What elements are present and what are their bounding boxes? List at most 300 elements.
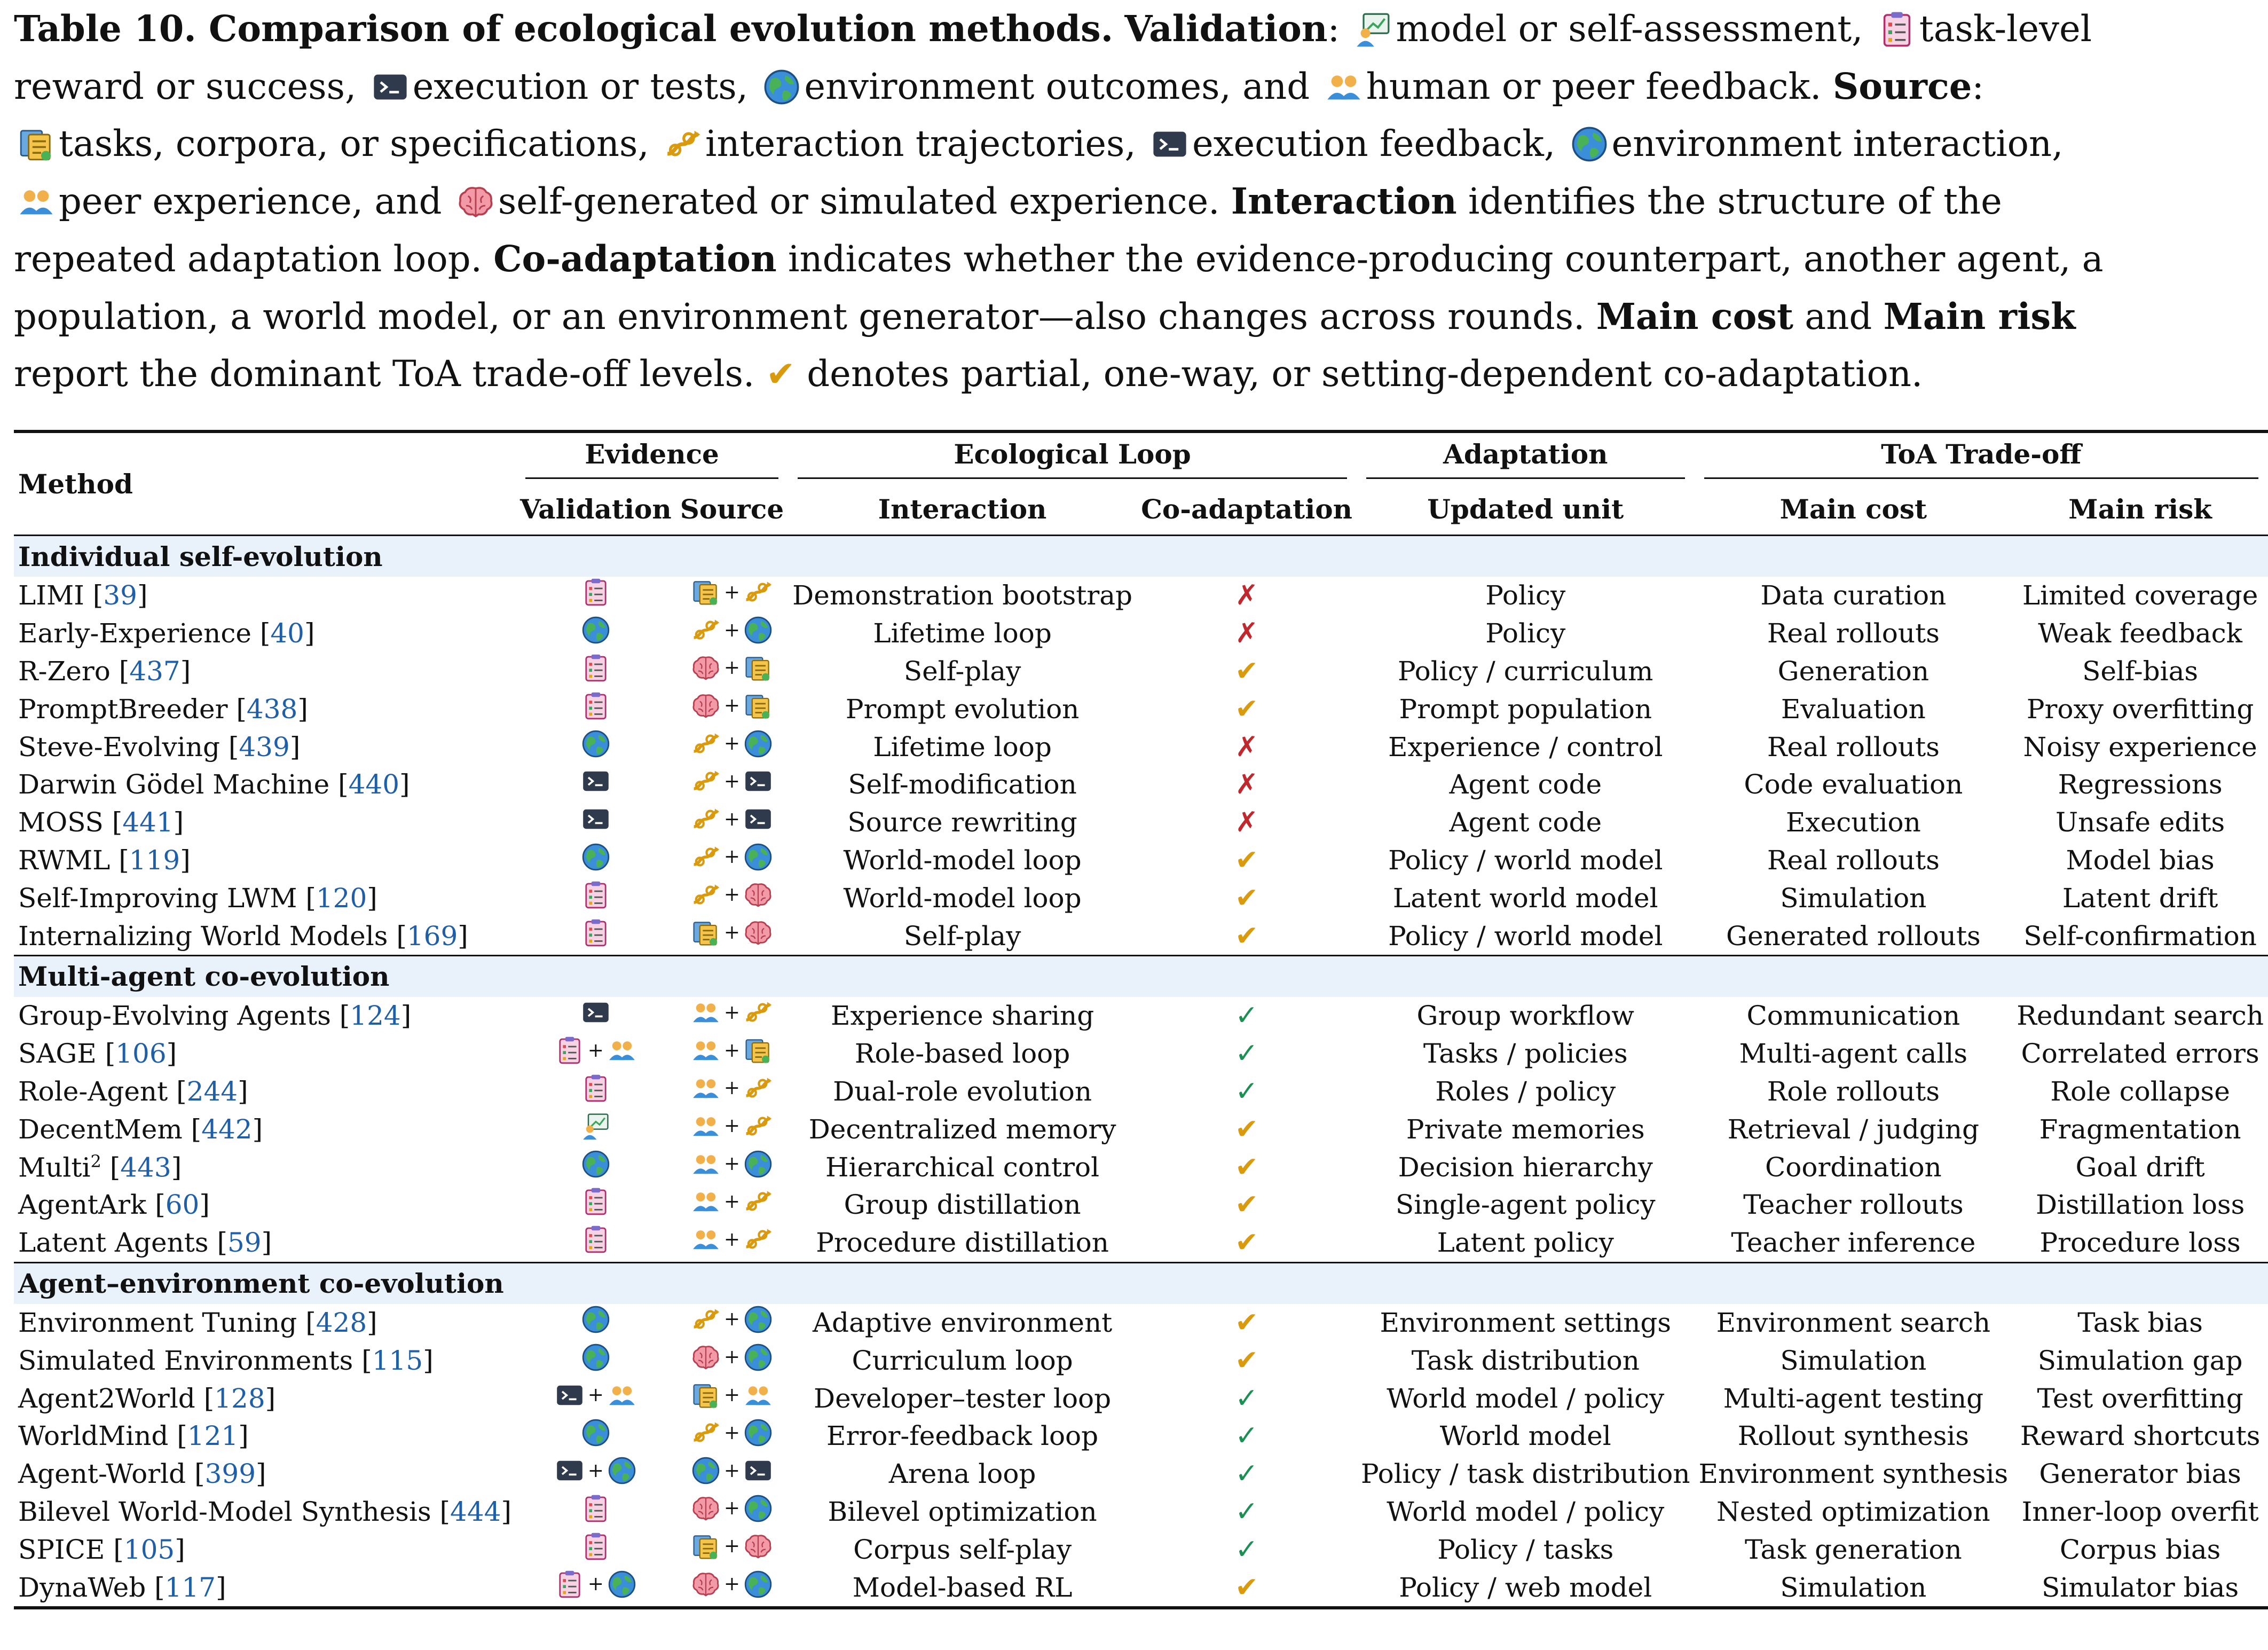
validation-icons — [555, 1380, 637, 1410]
source-icons — [691, 691, 773, 721]
validation-cell — [516, 766, 676, 804]
partial-check-icon: ✔ — [1235, 1189, 1258, 1221]
caption-text: human or peer feedback. — [1366, 66, 1822, 107]
method-name: Group-Evolving Agents [124] — [18, 1000, 412, 1032]
citation-link[interactable]: 121 — [187, 1420, 239, 1452]
partial-check-icon: ✔ — [1235, 920, 1258, 952]
validation-cell — [516, 997, 676, 1035]
coadaptation-cell — [1137, 766, 1357, 804]
interaction-cell: Error-feedback loop — [826, 1420, 1099, 1452]
source-cell — [676, 766, 788, 804]
header-source: Source — [680, 493, 784, 525]
source-cell — [676, 879, 788, 917]
globe-icon — [743, 1569, 773, 1599]
method-name: Latent Agents [59] — [18, 1227, 272, 1259]
validation-cell — [516, 1073, 676, 1111]
citation-link[interactable]: 128 — [214, 1382, 265, 1414]
globe-icon — [743, 842, 773, 872]
task-reward-icon — [581, 653, 611, 683]
documents-icon — [17, 123, 56, 161]
documents-icon — [691, 1380, 721, 1410]
coadaptation-cell — [1137, 728, 1357, 766]
validation-cell — [516, 1110, 676, 1148]
documents-icon — [691, 918, 721, 948]
caption-text: environment interaction, — [1611, 123, 2064, 164]
interaction-cell: Self-play — [903, 655, 1021, 687]
citation-link[interactable]: 115 — [372, 1345, 423, 1376]
people-icon — [691, 1149, 721, 1179]
updated-unit-cell: Policy / tasks — [1437, 1534, 1614, 1565]
task-reward-icon — [581, 880, 611, 910]
source-icons — [691, 766, 773, 796]
interaction-cell: Experience sharing — [830, 1000, 1094, 1032]
main-risk-cell: Redundant search — [2017, 1000, 2264, 1032]
validation-cell — [516, 1186, 676, 1224]
header-coadaptation: Co-adaptation — [1141, 493, 1352, 525]
globe-icon — [607, 1456, 637, 1486]
interaction-cell: Adaptive environment — [812, 1307, 1113, 1338]
partial-check-icon: ✔ — [1235, 1344, 1258, 1377]
globe-icon — [691, 1456, 721, 1486]
trajectory-icon — [691, 804, 721, 834]
citation-link[interactable]: 443 — [120, 1152, 171, 1183]
validation-cell — [516, 615, 676, 653]
terminal-icon — [1151, 123, 1189, 161]
citation-link[interactable]: 437 — [129, 655, 180, 687]
citation-link[interactable]: 438 — [246, 693, 298, 725]
globe-icon — [581, 1342, 611, 1372]
table-row — [14, 842, 2268, 879]
validation-cell — [516, 728, 676, 766]
main-risk-cell: Goal drift — [2075, 1151, 2205, 1183]
plus-sign: + — [587, 1459, 604, 1482]
citation-link[interactable]: 60 — [165, 1189, 200, 1221]
main-cost-cell: Generation — [1777, 655, 1930, 687]
main-cost-cell: Simulation — [1780, 882, 1927, 914]
main-cost-cell: Multi-agent testing — [1723, 1382, 1984, 1414]
updated-unit-cell: Tasks / policies — [1423, 1038, 1628, 1070]
plus-sign: + — [587, 1039, 604, 1062]
citation-link[interactable]: 117 — [164, 1572, 216, 1603]
method-name: AgentArk [60] — [18, 1189, 210, 1221]
interaction-cell: World-model loop — [843, 882, 1082, 914]
citation-link[interactable]: 440 — [348, 769, 400, 800]
main-risk-cell: Unsafe edits — [2056, 807, 2225, 838]
terminal-icon — [743, 804, 773, 834]
brain-icon — [691, 1342, 721, 1372]
main-cost-cell: Evaluation — [1781, 693, 1926, 725]
documents-icon — [743, 691, 773, 721]
plus-sign: + — [723, 1346, 741, 1369]
source-cell — [676, 1073, 788, 1111]
main-risk-cell: Distillation loss — [2035, 1189, 2245, 1221]
citation-link[interactable]: 105 — [123, 1534, 175, 1565]
citation-link[interactable]: 399 — [204, 1458, 256, 1490]
source-cell — [676, 804, 788, 842]
source-icons — [691, 1149, 773, 1179]
table-row — [14, 1035, 2268, 1073]
source-cell — [676, 1341, 788, 1379]
header-validation: Validation — [519, 493, 672, 525]
plus-sign: + — [723, 922, 741, 944]
caption-line-7 — [14, 345, 1984, 403]
section-title: Agent–environment co-evolution — [14, 1262, 2268, 1304]
method-name: Agent-World [399] — [18, 1458, 266, 1490]
terminal-icon — [371, 66, 410, 104]
validation-icons — [581, 577, 611, 607]
task-reward-icon — [1878, 8, 1916, 46]
table-row — [14, 615, 2268, 653]
header-toa-label: ToA Trade-off — [1704, 438, 2258, 479]
source-icons — [691, 1035, 773, 1065]
main-cost-cell: Multi-agent calls — [1739, 1038, 1968, 1070]
source-cell — [676, 1417, 788, 1455]
comparison-table — [14, 430, 2268, 1609]
main-cost-cell: Simulation — [1780, 1572, 1927, 1603]
check-icon: ✓ — [1235, 1000, 1258, 1032]
coadaptation-cell — [1137, 577, 1357, 615]
method-name: Agent2World [128] — [18, 1382, 276, 1414]
method-name: Steve-Evolving [439] — [18, 731, 301, 763]
interaction-cell: Hierarchical control — [825, 1151, 1100, 1183]
people-icon — [1325, 66, 1363, 104]
coadaptation-cell — [1137, 1568, 1357, 1608]
people-icon — [691, 997, 721, 1027]
updated-unit-cell: Prompt population — [1399, 693, 1652, 725]
table-row — [14, 577, 2268, 615]
globe-icon — [743, 615, 773, 645]
people-icon — [607, 1035, 637, 1065]
trajectory-icon — [691, 729, 721, 759]
source-icons — [691, 1305, 773, 1334]
task-reward-icon — [555, 1035, 585, 1065]
task-reward-icon — [581, 1073, 611, 1103]
citation-link[interactable]: 119 — [129, 844, 180, 876]
method-name: R-Zero [437] — [18, 655, 191, 687]
source-icons — [691, 997, 773, 1027]
header-toa — [1695, 431, 2268, 484]
coadaptation-cell — [1137, 1186, 1357, 1224]
table-row — [14, 1073, 2268, 1111]
validation-icons — [581, 1494, 611, 1523]
cross-icon: ✗ — [1235, 617, 1258, 650]
caption-term-interaction: Interaction — [1231, 180, 1457, 222]
method-label: Agent-World — [18, 1458, 186, 1490]
method-label: MOSS — [18, 807, 104, 838]
interaction-cell: Self-play — [903, 920, 1021, 952]
caption-text: peer experience, and — [59, 180, 442, 222]
interaction-cell: Developer–tester loop — [814, 1382, 1112, 1414]
source-cell — [676, 690, 788, 728]
check-icon: ✓ — [1235, 1038, 1258, 1070]
citation-link[interactable]: 39 — [103, 580, 137, 611]
source-icons — [691, 1224, 773, 1254]
table-row — [14, 1530, 2268, 1568]
validation-cell — [516, 1035, 676, 1073]
source-cell — [676, 653, 788, 690]
task-reward-icon — [581, 577, 611, 607]
trajectory-icon — [743, 1111, 773, 1141]
validation-icons — [581, 1111, 611, 1141]
globe-icon — [581, 729, 611, 759]
validation-icons — [581, 997, 611, 1027]
caption-line-3 — [14, 115, 2064, 172]
method-name: PromptBreeder [438] — [18, 693, 308, 725]
caption-text: and — [1805, 296, 1872, 337]
plus-sign: + — [723, 808, 741, 830]
method-name: Role-Agent [244] — [18, 1075, 248, 1107]
interaction-cell: Lifetime loop — [873, 618, 1052, 649]
check-icon: ✓ — [1235, 1382, 1258, 1415]
trajectory-icon — [743, 1187, 773, 1216]
method-name: RWML [119] — [18, 844, 191, 876]
method-name: DecentMem [442] — [18, 1113, 263, 1145]
method-label: DynaWeb — [18, 1572, 146, 1603]
source-cell — [676, 1530, 788, 1568]
updated-unit-cell: Policy / task distribution — [1360, 1458, 1690, 1490]
people-icon — [691, 1035, 721, 1065]
plus-sign: + — [723, 1115, 741, 1137]
table-row — [14, 728, 2268, 766]
main-risk-cell: Self-bias — [2082, 655, 2199, 687]
citation-link[interactable]: 442 — [201, 1113, 253, 1145]
plus-sign: + — [723, 846, 741, 868]
task-reward-icon — [581, 1531, 611, 1561]
globe-icon — [743, 1305, 773, 1334]
main-cost-cell: Execution — [1785, 807, 1921, 838]
globe-icon — [743, 729, 773, 759]
trajectory-icon — [691, 1305, 721, 1334]
plus-sign: + — [723, 657, 741, 679]
main-cost-cell: Environment search — [1716, 1307, 1991, 1338]
main-cost-cell: Environment synthesis — [1698, 1458, 2009, 1490]
model-assessment-icon — [1354, 8, 1392, 46]
source-cell — [676, 1035, 788, 1073]
main-cost-cell: Rollout synthesis — [1737, 1420, 1970, 1452]
citation-link[interactable]: 441 — [122, 807, 174, 838]
validation-icons — [581, 1418, 611, 1448]
brain-icon — [691, 1569, 721, 1599]
partial-check-icon: ✔ — [1235, 1151, 1258, 1183]
brain-icon — [743, 880, 773, 910]
header-loop-label: Ecological Loop — [798, 438, 1347, 479]
method-name: Darwin Gödel Machine [440] — [18, 769, 410, 800]
header-adaptation — [1357, 431, 1695, 484]
citation-link[interactable]: 244 — [186, 1075, 238, 1107]
citation-link[interactable]: 428 — [316, 1307, 367, 1338]
method-label: SAGE — [18, 1038, 97, 1070]
updated-unit-cell: Private memories — [1406, 1113, 1645, 1145]
table-row — [14, 1455, 2268, 1493]
header-evidence — [516, 431, 788, 484]
method-label: SPICE — [18, 1534, 105, 1565]
caption-text: model or self-assessment, — [1396, 8, 1863, 50]
method-name: LIMI [39] — [18, 580, 148, 611]
main-cost-cell: Real rollouts — [1767, 731, 1940, 763]
plus-sign: + — [723, 619, 741, 641]
trajectory-icon — [691, 842, 721, 872]
citation-link[interactable]: 124 — [350, 1000, 401, 1032]
source-cell — [676, 1304, 788, 1342]
source-icons — [691, 804, 773, 834]
table-row — [14, 1186, 2268, 1224]
coadaptation-cell — [1137, 879, 1357, 917]
updated-unit-cell: World model / policy — [1387, 1382, 1665, 1414]
cross-icon: ✗ — [1235, 806, 1258, 839]
citation-link[interactable]: 40 — [270, 618, 304, 649]
terminal-icon — [581, 766, 611, 796]
plus-sign: + — [723, 1384, 741, 1407]
main-cost-cell: Teacher rollouts — [1743, 1189, 1964, 1221]
caption-text: execution feedback, — [1192, 123, 1556, 164]
coadaptation-cell — [1137, 842, 1357, 879]
header-evidence-label: Evidence — [525, 438, 778, 479]
people-icon — [691, 1073, 721, 1103]
interaction-cell: Source rewriting — [847, 807, 1077, 838]
table-row — [14, 997, 2268, 1035]
source-icons — [691, 1187, 773, 1216]
method-name: Multi$^2$ [443] — [18, 1151, 182, 1183]
partial-check-icon: ✔ — [1235, 1306, 1258, 1339]
caption-term-source: Source — [1832, 65, 1972, 107]
updated-unit-cell: Policy / web model — [1399, 1572, 1652, 1603]
interaction-cell: Bilevel optimization — [828, 1496, 1097, 1527]
terminal-icon — [743, 1456, 773, 1486]
plus-sign: + — [723, 1153, 741, 1175]
validation-icons — [581, 1342, 611, 1372]
method-label: Multi — [18, 1152, 91, 1183]
updated-unit-cell: Policy / curriculum — [1398, 655, 1653, 687]
source-cell — [676, 917, 788, 955]
citation-link[interactable]: 444 — [450, 1496, 501, 1527]
source-icons — [691, 577, 773, 607]
trajectory-icon — [691, 766, 721, 796]
method-name: WorldMind [121] — [18, 1420, 249, 1452]
partial-check-icon: ✔ — [1235, 844, 1258, 876]
validation-cell — [516, 1379, 676, 1417]
terminal-icon — [743, 766, 773, 796]
caption-line-1 — [14, 0, 2092, 58]
main-risk-cell: Procedure loss — [2039, 1227, 2241, 1259]
table-row — [14, 1148, 2268, 1186]
terminal-icon — [581, 997, 611, 1027]
updated-unit-cell: Environment settings — [1380, 1307, 1672, 1338]
task-reward-icon — [581, 918, 611, 948]
caption-colon: : — [1972, 66, 1984, 107]
cross-icon: ✗ — [1235, 730, 1258, 763]
source-icons — [691, 1073, 773, 1103]
updated-unit-cell: Single-agent policy — [1395, 1189, 1656, 1221]
table-row — [14, 879, 2268, 917]
coadaptation-cell — [1137, 1110, 1357, 1148]
terminal-icon — [581, 804, 611, 834]
citation-link[interactable]: 106 — [115, 1038, 167, 1070]
caption-line-4 — [14, 172, 2002, 230]
plus-sign: + — [723, 1308, 741, 1331]
citation-link[interactable]: 120 — [316, 882, 367, 914]
validation-cell — [516, 1341, 676, 1379]
table-row — [14, 1568, 2268, 1608]
caption-text: indicates whether the evidence-producing counterpart, another agent, a — [788, 238, 2104, 280]
globe-icon — [743, 1494, 773, 1523]
updated-unit-cell: Roles / policy — [1435, 1075, 1616, 1107]
method-name: DynaWeb [117] — [18, 1572, 226, 1603]
main-cost-cell: Data curation — [1760, 580, 1947, 611]
main-cost-cell: Generated rollouts — [1726, 920, 1981, 952]
globe-icon — [743, 1418, 773, 1448]
source-cell — [676, 1455, 788, 1493]
source-cell — [676, 997, 788, 1035]
validation-icons — [581, 1149, 611, 1179]
validation-cell — [516, 917, 676, 955]
coadaptation-cell — [1137, 615, 1357, 653]
validation-cell — [516, 690, 676, 728]
updated-unit-cell: Agent code — [1449, 769, 1602, 800]
header-updated-unit: Updated unit — [1427, 493, 1624, 525]
validation-icons — [581, 1305, 611, 1334]
main-risk-cell: Correlated errors — [2021, 1038, 2259, 1070]
plus-sign: + — [587, 1573, 604, 1596]
method-label: Bilevel World-Model Synthesis — [18, 1496, 431, 1527]
main-risk-cell: Generator bias — [2039, 1458, 2241, 1490]
documents-icon — [691, 577, 721, 607]
main-risk-cell: Simulator bias — [2042, 1572, 2239, 1603]
task-reward-icon — [581, 691, 611, 721]
partial-check-icon: ✔ — [766, 353, 796, 395]
caption-text: task-level — [1919, 8, 2092, 50]
updated-unit-cell: Latent policy — [1437, 1227, 1614, 1259]
partial-check-icon: ✔ — [1235, 882, 1258, 914]
method-label: Latent Agents — [18, 1227, 209, 1259]
brain-icon — [691, 691, 721, 721]
plus-sign: + — [723, 1001, 741, 1024]
interaction-cell: World-model loop — [843, 844, 1082, 876]
caption-text: tasks, corpora, or specifications, — [59, 123, 649, 164]
header-interaction: Interaction — [878, 493, 1047, 525]
main-risk-cell: Noisy experience — [2023, 731, 2257, 763]
plus-sign: + — [723, 770, 741, 792]
source-icons — [691, 1456, 773, 1486]
documents-icon — [743, 653, 773, 683]
method-name: SAGE [106] — [18, 1038, 177, 1070]
globe-icon — [743, 1149, 773, 1179]
documents-icon — [743, 1035, 773, 1065]
validation-icons — [581, 691, 611, 721]
main-risk-cell: Task bias — [2077, 1307, 2203, 1338]
citation-link[interactable]: 169 — [406, 920, 458, 952]
interaction-cell: Curriculum loop — [852, 1345, 1073, 1376]
validation-cell — [516, 804, 676, 842]
table-row — [14, 690, 2268, 728]
method-label: Simulated Environments — [18, 1345, 353, 1376]
plus-sign: + — [723, 1190, 741, 1213]
brain-icon — [743, 1531, 773, 1561]
main-risk-cell: Reward shortcuts — [2020, 1420, 2261, 1452]
caption-term-cost: Main cost — [1596, 295, 1793, 337]
plus-sign: + — [723, 733, 741, 755]
citation-link[interactable]: 439 — [239, 731, 290, 763]
source-icons — [691, 880, 773, 910]
plus-sign: + — [723, 1039, 741, 1062]
main-cost-cell: Real rollouts — [1767, 618, 1940, 649]
caption-text: execution or tests, — [412, 66, 749, 107]
globe-icon — [1570, 123, 1609, 161]
source-cell — [676, 577, 788, 615]
citation-link[interactable]: 59 — [227, 1227, 262, 1259]
globe-icon — [762, 66, 801, 104]
plus-sign: + — [723, 1573, 741, 1596]
validation-icons — [581, 729, 611, 759]
